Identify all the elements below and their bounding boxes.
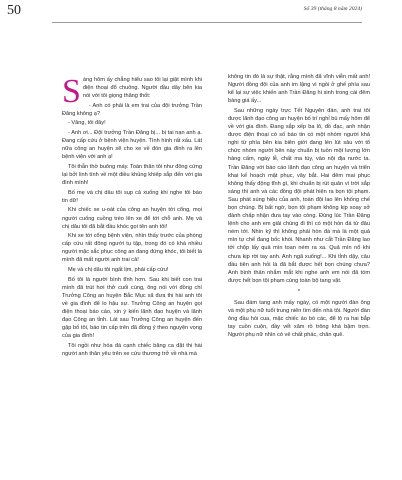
paragraph: Sau đám tang anh mấy ngày, có một người đàn ông và một phụ nữ tuổi trung niên tìm đến nhà tôi. Người đàn ông đầu hói cua, mặc chiếc áo bò các, để lộ ra hai bắp tay cuồn cuộn, đầy vết xăm rồ trông khá bặm trợn. Người phụ nữ nhìn có vẻ chất phác, chân quê. — [228, 300, 370, 339]
paragraph: Mẹ và chị dâu tôi ngất lịm, phải cấp cứu! — [68, 267, 169, 274]
paragraph: Khi xe tới cổng bệnh viện, nhìn thấy trước của phòng cấp cứu rất đông người tụ tập, trong đó có khá nhiều người mặc sắc phục công an đang đứng khóc, tôi biết là mình đã mất người anh trai cả! — [62, 233, 202, 264]
left-column — [62, 73, 202, 360]
paragraph: Bố tôi là người bình tĩnh hơn. Sau khi biết con trai mình đã trút hơi thở cuối cùng, ông nói với đồng chí Trưởng Công an huyện Bắc Mục xã đưa thi hài anh tôi về gia đình để lo hậu sự. Trưởng Công an huyện gọi điện thoại báo cáo, xin ý kiến lãnh đạo huyện và lãnh đạo Công an tỉnh. Lát sau Trưởng Công an huyện đến gặp bố tôi, báo tin cấp trên đã đồng ý theo nguyện vọng của gia đình! — [62, 276, 202, 340]
right-column — [228, 73, 370, 341]
paragraph: - Anh có phải là em trai của đội trưởng Trần Đăng không ạ? — [62, 102, 202, 117]
paragraph: - Vâng, tôi đây! — [68, 120, 106, 127]
drop-cap: S — [62, 73, 81, 110]
paragraph: Tôi ngồi như hóa đá cạnh chiếc băng ca đặt thi hài người anh thân yêu trên xe cứu thương trở về nhà mà — [62, 342, 202, 357]
issue-label: Số 39 (tháng 8 năm 2024) — [303, 6, 362, 12]
paragraph: Khi chiếc xe u-oát của công an huyện tới cổng, mọi người cuống cuồng trèo lên xe để tới chỗ anh. Mẹ và chị dâu tôi đã bắt đầu khóc gọi tên anh tôi! — [62, 207, 202, 230]
header-rule — [52, 22, 362, 23]
paragraph: Sau những ngày trực Tết Nguyên đán, anh trai tôi được lãnh đạo công an huyện bố trí nghỉ bù mấy hôm để về với gia đình. Đang sắp xếp ba lô, đồ đạc, anh nhận được điện thoại có số báo tin có một nhóm người khả nghi từ phía bên kia biên giới đang lén lút sâu với tổ chức nhóm người bên này chuẩn bị tuồn một lượng lớn hàng cấm, ngày lễ, chất ma túy, vào nội địa nước ta. Trần Đăng với báo cáo lãnh đạo công an huyện và triển khai kế hoạch mật phục, vây bắt. Hai đêm mai phục không thấy động tĩnh gì, khi chuẩn bị rút quân vì trời sắp sáng thì anh và các đồng đội phát hiện ra bọn tội phạm. Sau phát súng hiệu của anh, toàn đội lao lên khống chế bọn chúng. Bị bất ngờ, bọn tội phạm không kịp xoay sở đành chấp nhận đưa tay vào còng. Đúng lúc Trần Đăng lệnh cho anh em giải chúng đi thì có một hòn đá từ đâu ném tới. Nhìn kỹ thì không phải hòn đá mà là một quả mìn tự chế đang bốc khói. Nhanh như cắt Trần Đăng lao tới chộp lấy quả mìn toan ném ra xa. Quả mìn nổ khi chưa kịp rời tay anh. Anh ngã xuống!... Khi tỉnh dậy, câu đầu tiên anh hỏi là đã bắt được hết bọn chúng chưa? Anh bình thản nhắm mắt khi nghe anh em nói đã tóm được hết bọn tội phạm cùng toàn bộ tang vật. — [228, 107, 370, 284]
paragraph-text: áng hôm ấy chẳng hiểu sao tôi lại giật mình khi điện thoại đổ chuông. Người đầu dây bên kia nói với tôi giọng thăng thốt: — [82, 77, 202, 100]
paragraph: không tin đó là sự thật, rằng mình đã vĩnh viễn mất anh! Người đồng đội của anh im lặng vì ngồi ở ghế phía sau kể lại sự việc khiến anh Trần Đăng hi sinh trong cái đêm bàng giá ấy... — [228, 74, 370, 105]
page-number: 50 — [7, 3, 21, 18]
section-divider: * — [297, 288, 301, 295]
paragraph: - Anh ơi... Đội trưởng Trần Đăng bị... bị tai nạn anh ạ. Đang cấp cứu ở bệnh viện huyện. Tình hình rất xấu. Lát nữa công an huyện sẽ cho xe về đón gia đình ra lên bệnh viện với anh ạ! — [62, 130, 202, 161]
paragraph: Bố mẹ và chị dâu tôi sụp cả xuống khi nghe tôi báo tin dữ! — [62, 189, 202, 204]
paragraph: Tôi thẫn thờ buông máy. Toàn thân tôi như đông cứng lại bởi linh tính về một điều khủng khiếp sắp đến với gia đình mình! — [62, 163, 202, 187]
